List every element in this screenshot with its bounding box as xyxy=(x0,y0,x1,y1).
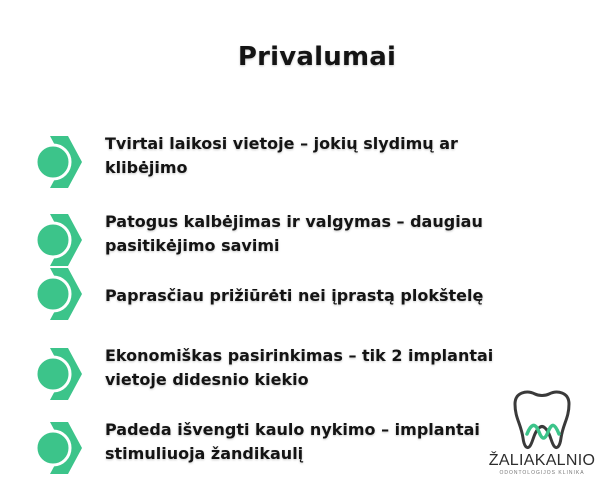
logo-subtitle: ODONTOLOGIJOS KLINIKA xyxy=(499,470,585,476)
list-item xyxy=(30,272,590,332)
bullet-chevron-icon xyxy=(30,344,86,404)
item-text: Paprasčiau prižiūrėti nei įprastą plokštelę xyxy=(105,286,484,305)
tooth-icon xyxy=(505,388,579,452)
item-text: Patogus kalbėjimas ir valgymas – daugiau pasitikėjimo savimi xyxy=(105,212,483,255)
list-item xyxy=(30,210,590,270)
page-title: Privalumai xyxy=(237,42,397,72)
list-item xyxy=(30,132,590,192)
bullet-chevron-icon xyxy=(30,418,86,478)
logo-name: ŽALIAKALNIO xyxy=(488,452,596,469)
item-text: Padeda išvengti kaulo nykimo – implantai stimuliuoja žandikaulį xyxy=(105,420,480,463)
item-text: Ekonomiškas pasirinkimas – tik 2 implantai vietoje didesnio kiekio xyxy=(105,346,494,389)
item-text: Tvirtai laikosi vietoje – jokių slydimų ar klibėjimo xyxy=(105,134,458,177)
clinic-logo xyxy=(487,388,597,478)
bullet-chevron-icon xyxy=(30,132,86,192)
bullet-chevron-icon xyxy=(30,264,86,324)
bullet-chevron-icon xyxy=(30,210,86,270)
